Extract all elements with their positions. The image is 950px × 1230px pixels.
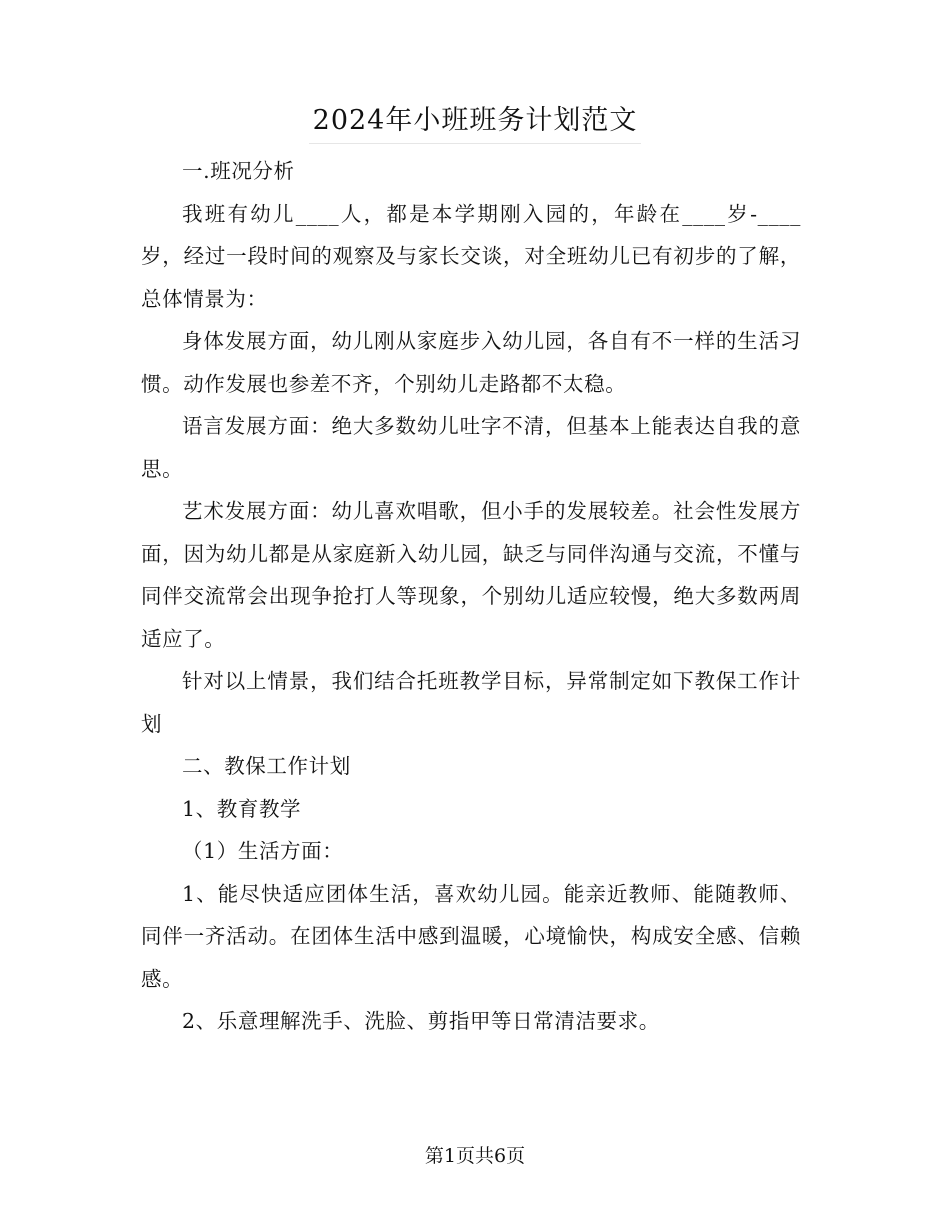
paragraph-art-social-development: 艺术发展方面：幼儿喜欢唱歌，但小手的发展较差。社会性发展方面，因为幼儿都是从家庭新入幼儿园，缺乏与同伴沟通与交流，不懂与同伴交流常会出现争抢打人等现象，个别幼儿适应较慢，绝大多数两周适应了。 [141, 499, 801, 651]
section-heading-analysis: 一.班况分析 [182, 159, 295, 183]
subheading-life: （1）生活方面： [182, 839, 344, 863]
paragraph-physical-development: 身体发展方面，幼儿刚从家庭步入幼儿园，各自有不一样的生活习惯。动作发展也参差不齐，个别幼儿走路都不太稳。 [141, 329, 801, 396]
document-body [141, 150, 801, 1043]
list-item-hygiene: 2、乐意理解洗手、洗脸、剪指甲等日常清洁要求。 [182, 1009, 660, 1033]
paragraph-language-development: 语言发展方面：绝大多数幼儿吐字不清，但基本上能表达自我的意思。 [141, 414, 801, 481]
list-item-adapt: 1、能尽快适应团体生活，喜欢幼儿园。能亲近教师、能随教师、同伴一齐活动。在团体生活中感到温暖，心境愉快，构成安全感、信赖感。 [141, 881, 801, 991]
subheading-education: 1、教育教学 [182, 796, 302, 821]
section-heading-plan: 二、教保工作计划 [182, 754, 351, 778]
page-title: 2024年小班班务计划范文 [309, 98, 642, 144]
title-container [0, 98, 950, 144]
page-number-footer: 第1页共6页 [424, 1145, 526, 1167]
paragraph-class-overview: 我班有幼儿____人，都是本学期刚入园的，年龄在____岁-____岁，经过一段时间的观察及与家长交谈，对全班幼儿已有初步的了解，总体情景为： [141, 201, 801, 311]
paragraph-plan-intro: 针对以上情景，我们结合托班教学目标，异常制定如下教保工作计划 [141, 669, 801, 736]
